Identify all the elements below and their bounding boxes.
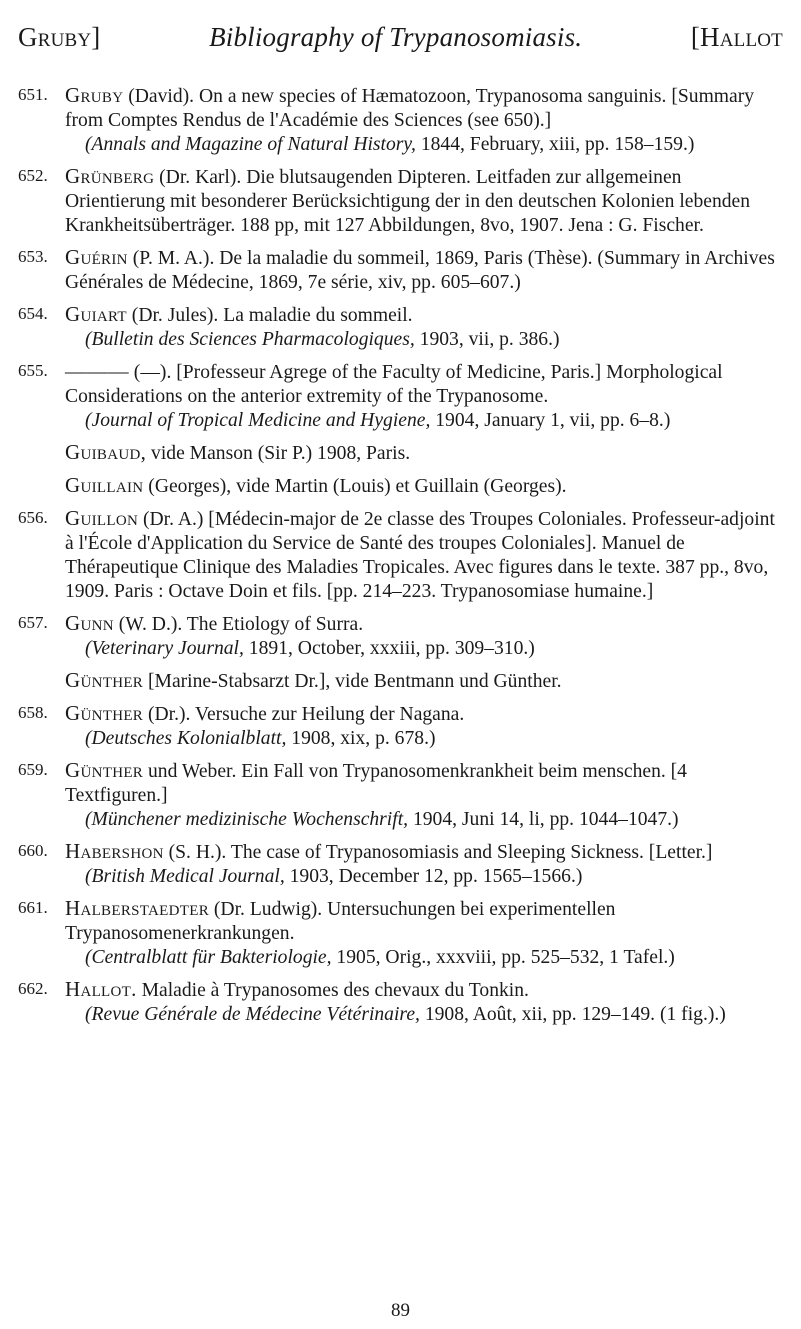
entry-author: Guillon xyxy=(65,506,139,530)
entry-text: [Marine-Stabsarzt Dr.], vide Bentmann und Günther. xyxy=(143,671,562,692)
entry-text: Maladie à Trypanosomes des chevaux du Tonkin. xyxy=(136,980,529,1001)
citation-journal: (Annals and Magazine of Natural History, xyxy=(85,134,416,155)
bibliography-entry xyxy=(18,83,777,157)
entry-number: 652. xyxy=(18,166,48,185)
entry-text: (Dr. Karl). Die blutsaugenden Dipteren. Leitfaden zur allgemeinen Orientierung mit besonderer Berücksichtigung der in den deutschen Kolonien lebenden Krankheitsüberträger. 188 pp, mit 127 Abbildungen, 8vo, 1907. Jena : G. Fischer. xyxy=(65,167,751,236)
entry-number: 658. xyxy=(18,703,48,722)
bibliography-entry xyxy=(18,473,777,499)
citation-journal: (Veterinary Journal, xyxy=(85,638,244,659)
entry-citation xyxy=(65,808,777,832)
citation-journal: (Revue Générale de Médecine Vétérinaire, xyxy=(85,1004,420,1025)
page-number: 89 xyxy=(391,1300,410,1321)
citation-journal: (Münchener medizinische Wochenschrift, xyxy=(85,809,409,830)
entry-author: Gruby xyxy=(65,83,124,107)
citation-details: 1903, vii, p. 386.) xyxy=(414,329,560,350)
entry-text: (Dr. Ludwig). Untersuchungen bei experimentellen Trypanosomenerkrankungen. xyxy=(65,899,616,944)
bibliography-entry xyxy=(18,164,777,238)
entry-text: (S. H.). The case of Trypanosomiasis and Sleeping Sickness. [Letter.] xyxy=(163,842,713,863)
bibliography-entry xyxy=(18,440,777,466)
bibliography-entry xyxy=(18,977,777,1027)
entry-text: (Georges), vide Martin (Louis) et Guillain (Georges). xyxy=(143,476,567,497)
entry-text: (W. D.). The Etiology of Surra. xyxy=(113,614,364,635)
entry-author: Günther xyxy=(65,701,144,725)
entry-number: 654. xyxy=(18,304,48,323)
citation-journal: (Bulletin des Sciences Pharmacologiques, xyxy=(85,329,415,350)
entry-text: und Weber. Ein Fall von Trypanosomenkrankheit beim menschen. [4 Textfiguren.] xyxy=(65,761,687,806)
header-title: Bibliography of Trypanosomiasis. xyxy=(209,22,583,52)
entry-author: Guérin xyxy=(65,245,128,269)
entry-author: ——— xyxy=(65,359,129,383)
header-left: Gruby] xyxy=(18,22,101,52)
bibliography-entry xyxy=(18,701,777,751)
entry-author: Habershon xyxy=(65,839,164,863)
bibliography-entry xyxy=(18,668,777,694)
entry-author: Hallot. xyxy=(65,977,137,1001)
entry-text: (Dr. A.) [Médecin-major de 2e classe des Troupes Coloniales. Professeur-adjoint à l'École d'Application du Service de Santé des troupes Coloniales]. Manuel de Thérapeutique Clinique des Maladies Tropicales. Avec figures dans le texte. 387 pp., 8vo, 1909. Paris : Octave Doin et fils. [pp. 214–223. Trypanosomiase humaine.] xyxy=(65,509,775,602)
entry-text: (P. M. A.). De la maladie du sommeil, 1869, Paris (Thèse). (Summary in Archives Générales de Médecine, 1869, 7e série, xiv, pp. 605–607.) xyxy=(65,248,775,293)
entry-number: 660. xyxy=(18,841,48,860)
bibliography-entry xyxy=(18,758,777,832)
citation-journal: (Journal of Tropical Medicine and Hygiene, xyxy=(85,410,431,431)
entry-text: (—). [Professeur Agrege of the Faculty of Medicine, Paris.] Morphological Considerations on the anterior extremity of the Trypanosome. xyxy=(65,362,723,407)
entry-citation xyxy=(65,946,777,970)
entry-number: 662. xyxy=(18,979,48,998)
bibliography-entry xyxy=(18,302,777,352)
entry-citation xyxy=(65,1003,777,1027)
citation-details: 1904, Juni 14, li, pp. 1044–1047.) xyxy=(408,809,679,830)
entry-author: Guillain xyxy=(65,473,144,497)
entry-citation xyxy=(65,328,777,352)
entry-number: 659. xyxy=(18,760,48,779)
bibliography-entry xyxy=(18,245,777,295)
entry-author: Günther xyxy=(65,668,144,692)
entry-author: Guiart xyxy=(65,302,127,326)
entry-citation xyxy=(65,133,777,157)
citation-journal: (Deutsches Kolonialblatt, xyxy=(85,728,287,749)
entry-citation xyxy=(65,865,777,889)
entry-author: Günther xyxy=(65,758,144,782)
bibliography-entry xyxy=(18,506,777,604)
entry-text: vide Manson (Sir P.) 1908, Paris. xyxy=(146,443,411,464)
entry-author: Grünberg xyxy=(65,164,155,188)
bibliography-entry xyxy=(18,359,777,433)
entry-number: 655. xyxy=(18,361,48,380)
entry-author: Guibaud, xyxy=(65,440,147,464)
citation-details: 1903, December 12, pp. 1565–1566.) xyxy=(284,866,583,887)
citation-details: 1908, xix, p. 678.) xyxy=(286,728,436,749)
entry-number: 651. xyxy=(18,85,48,104)
entry-number: 661. xyxy=(18,898,48,917)
citation-details: 1908, Août, xii, pp. 129–149. (1 fig.).) xyxy=(419,1004,726,1025)
citation-details: 1891, October, xxxiii, pp. 309–310.) xyxy=(243,638,535,659)
entry-citation xyxy=(65,409,777,433)
citation-details: 1905, Orig., xxxviii, pp. 525–532, 1 Tafel.) xyxy=(331,947,675,968)
entry-number: 656. xyxy=(18,508,48,527)
bibliography-entry xyxy=(18,611,777,661)
bibliography-entry xyxy=(18,839,777,889)
entry-number: 653. xyxy=(18,247,48,266)
citation-journal: (Centralblatt für Bakteriologie, xyxy=(85,947,332,968)
entry-author: Gunn xyxy=(65,611,114,635)
entry-text: (David). On a new species of Hæmatozoon, Trypanosoma sanguinis. [Summary from Comptes Rendus de l'Académie des Sciences (see 650).] xyxy=(65,86,755,131)
entry-text: (Dr.). Versuche zur Heilung der Nagana. xyxy=(143,704,465,725)
bibliography-entry xyxy=(18,896,777,970)
entry-citation xyxy=(65,637,777,661)
entry-text: (Dr. Jules). La maladie du sommeil. xyxy=(126,305,413,326)
running-header xyxy=(18,22,783,62)
header-right: [Hallot xyxy=(690,22,783,52)
entry-list xyxy=(18,83,777,1034)
entry-author: Halberstaedter xyxy=(65,896,209,920)
entry-number: 657. xyxy=(18,613,48,632)
citation-journal: (British Medical Journal, xyxy=(85,866,285,887)
entry-citation xyxy=(65,727,777,751)
citation-details: 1844, February, xiii, pp. 158–159.) xyxy=(415,134,695,155)
citation-details: 1904, January 1, vii, pp. 6–8.) xyxy=(430,410,671,431)
